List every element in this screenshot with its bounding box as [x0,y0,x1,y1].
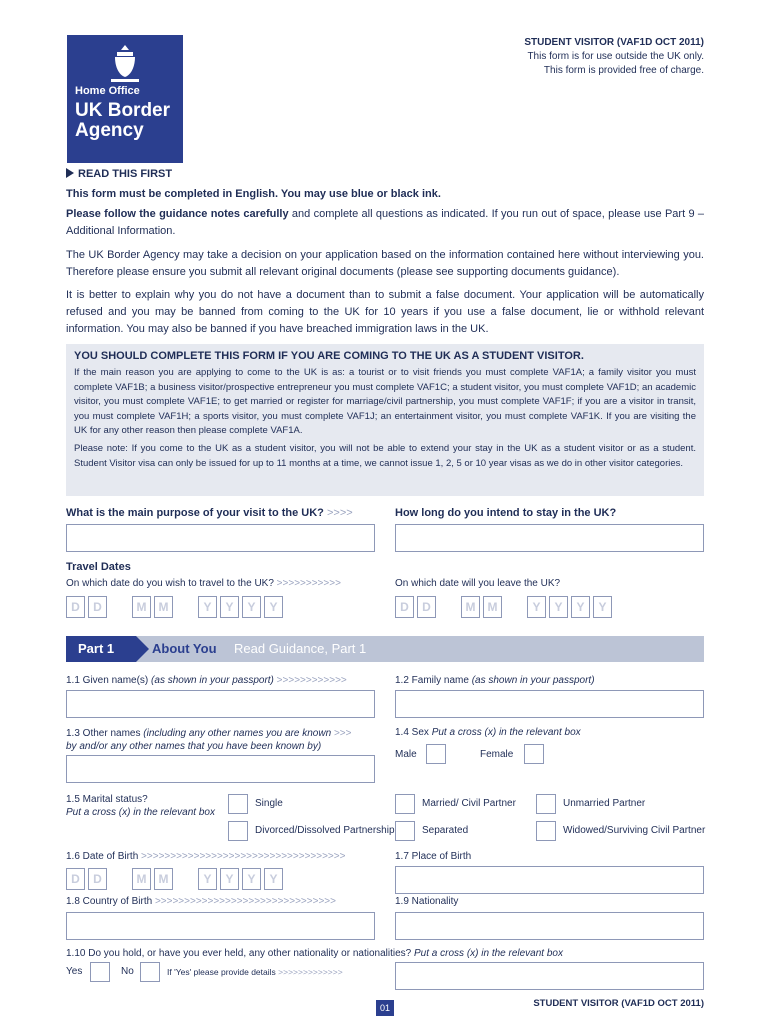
read-first-heading: READ THIS FIRST [66,168,172,180]
header-note-outside-uk: This form is for use outside the UK only. [527,51,704,62]
single-label: Single [255,798,283,809]
notice-please-note: Please note: If you come to the UK as a student visitor, you will not be able to extend your stay in the UK as a student visitor or as a student. Student Visitor visa can only be issued for up to 11 months at a time, we cannot issue 1, 2, 5 or 10 year visas as we do in other visitor categories. [74,442,696,469]
date-box[interactable]: Y [593,596,612,618]
arrow-icon [136,636,149,662]
intro-decision: The UK Border Agency may take a decision on your application based on the information contained here without interviewing you. Therefore please ensure you submit all relevant original documents (please see supporting documents guidance). [66,249,704,278]
given-name-input[interactable] [66,690,375,718]
other-names-input[interactable] [66,755,375,783]
form-header [524,36,704,78]
date-box[interactable]: Y [571,596,590,618]
other-nationality-label: 1.10 Do you hold, or have you ever held, any other nationality or nationalities? Put a cross (x) in the relevant box [66,948,563,959]
leave-date-input [395,596,635,620]
intro-false-document: It is better to explain why you do not have a document than to submit a false document. Your application will be automatically refused and you may be banned from coming to the UK for 10 years if you use a false document, lie or withhold relevant information. You may also be banned if you have breached immigration laws in the UK. [66,289,704,335]
date-box[interactable]: D [417,596,436,618]
date-box[interactable]: D [66,868,85,890]
date-box[interactable]: Y [549,596,568,618]
date-box[interactable]: D [88,868,107,890]
triangle-icon [66,168,74,178]
date-box[interactable]: M [461,596,480,618]
female-label: Female [480,749,514,760]
date-box[interactable]: Y [220,596,239,618]
date-box[interactable]: Y [198,868,217,890]
part-title: About You [152,641,217,656]
date-box[interactable]: M [483,596,502,618]
home-office-logo [67,35,183,163]
stay-duration-input[interactable] [395,524,704,552]
leave-date-question: On which date will you leave the UK? [395,578,561,589]
separated-label: Separated [422,825,469,836]
page-number: 01 [376,1000,394,1016]
yes-label: Yes [66,966,83,977]
unmarried-checkbox[interactable] [536,794,556,814]
part-1-header [66,636,704,662]
purpose-question: What is the main purpose of your visit to the UK? >>>> [66,507,353,519]
no-checkbox[interactable] [140,962,160,982]
stay-question: How long do you intend to stay in the UK? [395,507,617,519]
no-label: No [121,966,134,977]
marital-status-label: 1.5 Marital status? Put a cross (x) in the relevant box [66,794,215,818]
part-guidance-link[interactable]: Read Guidance, Part 1 [234,641,367,656]
widowed-checkbox[interactable] [536,821,556,841]
married-label: Married/ Civil Partner [422,798,516,809]
date-box[interactable]: M [154,596,173,618]
travel-date-input [66,596,306,620]
yes-checkbox[interactable] [90,962,110,982]
unmarried-label: Unmarried Partner [563,798,646,809]
male-checkbox[interactable] [426,744,446,764]
nationality-label: 1.9 Nationality [395,896,459,907]
notice-heading: YOU SHOULD COMPLETE THIS FORM IF YOU ARE COMING TO THE UK AS A STUDENT VISITOR. [74,350,584,362]
nationality-input[interactable] [395,912,704,940]
purpose-input[interactable] [66,524,375,552]
date-box[interactable]: Y [242,868,261,890]
married-checkbox[interactable] [395,794,415,814]
travel-date-question: On which date do you wish to travel to the UK? >>>>>>>>>>> [66,578,341,589]
footer-form-title: STUDENT VISITOR (VAF1D OCT 2011) [533,998,704,1009]
logo-agency-name: UK Border Agency [75,100,171,141]
date-box[interactable]: M [132,596,151,618]
country-of-birth-label: 1.8 Country of Birth >>>>>>>>>>>>>>>>>>>>>>>>>>>>>>> [66,896,336,907]
date-box[interactable]: D [88,596,107,618]
sex-label: 1.4 Sex Put a cross (x) in the relevant box [395,727,581,738]
date-box[interactable]: D [66,596,85,618]
given-name-label: 1.1 Given name(s) (as shown in your passport) >>>>>>>>>>>> [66,675,347,686]
date-box[interactable]: M [132,868,151,890]
other-names-label: 1.3 Other names (including any other names you are known >>> by and/or any other names that you have been known by) [66,728,352,752]
date-box[interactable]: M [154,868,173,890]
widowed-label: Widowed/Surviving Civil Partner [563,825,706,836]
if-yes-note: If 'Yes' please provide details >>>>>>>>>>>>> [167,967,343,977]
part-label: Part 1 [66,636,136,662]
date-box[interactable]: Y [527,596,546,618]
student-visitor-notice [66,344,704,496]
notice-categories: If the main reason you are applying to come to the UK is as: a tourist or to visit friends you must complete VAF1A; a family visitor you must complete VAF1B; a business visitor/prospective entrepreneur you must complete VAF1C; a student visitor, you must complete VAF1D; an academic visitor, you must complete VAF1E; to get married or register for marriage/civil partnership, you must complete VAF1F; if you are a visitor in transit, you must complete VAF1H; a sports visitor, you must complete VAF1J; an entertainment visitor, you must complete VAF1K. If you are visiting the UK for any other reason then please complete VAF1A. [74,367,696,437]
single-checkbox[interactable] [228,794,248,814]
dob-label: 1.6 Date of Birth >>>>>>>>>>>>>>>>>>>>>>>>>>>>>>>>>>> [66,851,346,862]
separated-checkbox[interactable] [395,821,415,841]
female-checkbox[interactable] [524,744,544,764]
dob-input [66,868,306,892]
divorced-checkbox[interactable] [228,821,248,841]
travel-dates-heading: Travel Dates [66,561,131,573]
family-name-label: 1.2 Family name (as shown in your passport) [395,675,595,686]
date-box[interactable]: Y [264,596,283,618]
family-name-input[interactable] [395,690,704,718]
divorced-label: Divorced/Dissolved Partnership [255,825,395,836]
date-box[interactable]: Y [220,868,239,890]
male-label: Male [395,749,417,760]
date-box[interactable]: Y [264,868,283,890]
intro-english: This form must be completed in English. You may use blue or black ink. [66,188,441,200]
royal-crest-icon [103,43,147,85]
date-box[interactable]: Y [242,596,261,618]
country-of-birth-input[interactable] [66,912,375,940]
header-note-free: This form is provided free of charge. [543,65,704,76]
other-nationality-details-input[interactable] [395,962,704,990]
place-of-birth-input[interactable] [395,866,704,894]
form-title: STUDENT VISITOR (VAF1D OCT 2011) [524,37,704,48]
place-of-birth-label: 1.7 Place of Birth [395,851,472,862]
intro-guidance: Please follow the guidance notes carefully and complete all questions as indicated. If you run out of space, please use Part 9 – Additional Information. [66,208,704,237]
date-box[interactable]: D [395,596,414,618]
logo-home-office: Home Office [75,85,140,97]
date-box[interactable]: Y [198,596,217,618]
